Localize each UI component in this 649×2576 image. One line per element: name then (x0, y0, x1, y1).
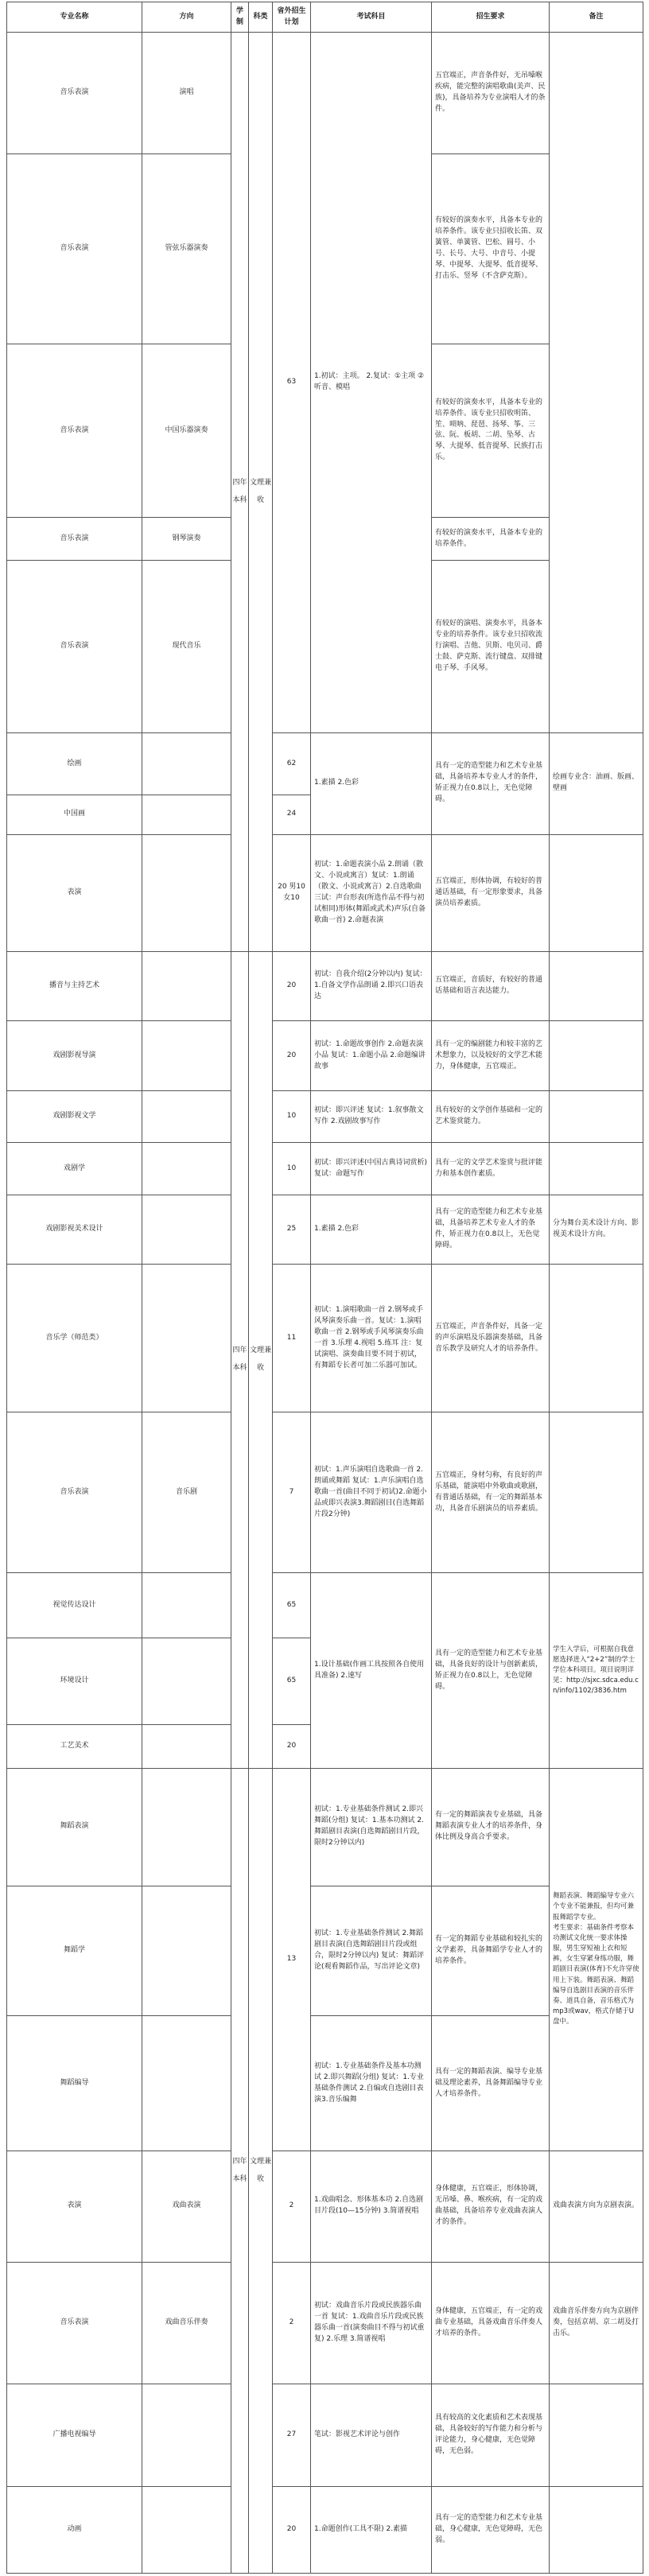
table-row (7, 1143, 643, 1195)
note-cell (550, 1143, 643, 1195)
direction-cell (142, 834, 231, 952)
direction-cell: 戏曲音乐伴奏 (142, 2262, 231, 2384)
requirement-cell: 具有较好的文学创作基础和一定的艺术鉴赏能力。 (432, 1090, 550, 1143)
plan-cell: 65 (273, 1638, 311, 1725)
note-cell (550, 1412, 643, 1573)
plan-cell: 10 (273, 1090, 311, 1143)
requirement-cell: 具有一定的造型能力和艺术专业基础，具备良好的设计与创新素质，矫正视力在0.8以上，无色觉障碍。 (432, 1573, 550, 1769)
exam-cell: 初试：1.命题表演小品 2.朗诵（散文、小说或寓言）复试：1.朗诵（散文、小说或寓言）2.自选歌曲 三试：声台形表(所选作品不得与初试相同)形体(舞蹈或武术)声乐(自备歌曲一首) 2.命题表演 (311, 834, 432, 952)
plan-cell: 62 (273, 732, 311, 795)
direction-cell (142, 2384, 231, 2486)
note-cell: 绘画专业含：油画、版画、壁画 (550, 732, 643, 834)
direction-cell (142, 732, 231, 795)
plan-cell: 2 (273, 2151, 311, 2262)
requirement-cell: 五官端正，音质好，有较好的普通话基础和语言表达能力。 (432, 952, 550, 1021)
direction-cell (142, 952, 231, 1021)
requirement-cell: 有一定的舞蹈专业基础和较扎实的文学素养，具备舞蹈学专业人才的培养条件。 (432, 1886, 550, 2016)
exam-cell: 笔试：影视艺术评论与创作 (311, 2384, 432, 2486)
direction-cell: 演唱 (142, 33, 231, 154)
admissions-table-document (6, 2, 643, 2574)
header-kelei: 科类 (249, 2, 273, 33)
table-row (7, 1195, 643, 1264)
note-cell (550, 33, 643, 733)
plan-cell: 65 (273, 1573, 311, 1638)
requirement-cell: 身体健康，五官端正，有一定的戏曲专业基础，具备戏曲音乐伴奏人才培养的条件。 (432, 2262, 550, 2384)
direction-cell (142, 1143, 231, 1195)
plan-cell: 25 (273, 1195, 311, 1264)
note-dance-exclusive: 舞蹈表演、舞蹈编导专业六个专业不能兼报，但均可兼报舞蹈学专业。 (553, 1892, 635, 1921)
kelei-cell: 文理兼收 (249, 1769, 273, 2574)
requirement-cell: 具有一定的造型能力和艺术专业基础，身心健康，无色觉障碍，无色弱。 (432, 2486, 550, 2573)
direction-cell (142, 1769, 231, 1886)
major-cell: 音乐表演 (7, 344, 142, 517)
requirement-cell: 具有一定的文学艺术鉴赏与批评能力和基本创作素质。 (432, 1143, 550, 1195)
major-cell: 绘画 (7, 732, 142, 795)
direction-cell (142, 1265, 231, 1412)
table-row (7, 1573, 643, 1638)
plan-cell: 10 (273, 1143, 311, 1195)
exam-cell: 初试：即兴评述 复试：1.叙事散文写作 2.戏剧故事写作 (311, 1090, 432, 1143)
exam-cell: 初试：1.专业基础条件测试 2.舞蹈剧目表演(自选舞蹈剧目片段或组合，限时2分钟以内) 复试：舞蹈评论(观看舞蹈作品，写出评论文章) (311, 1886, 432, 2016)
header-major: 专业名称 (7, 2, 142, 33)
note-dance-requirements: 考生要求：基础条件考察本功测试文化统一要求体操服，男生穿短袖上衣和短裤，女生穿紧身练功服，舞蹈剧目表演(体育)不允许穿使用上下装。舞蹈表演、舞蹈编导自选剧目表演的音乐伴奏、道具自备，音乐格式为mp3或wav，格式存储于U盘中。 (553, 1923, 639, 2026)
exam-cell: 1.设计基础(作画工具按照各自使用具准备) 2.速写 (311, 1573, 432, 1769)
table-row (7, 2262, 643, 2384)
header-requirements: 招生要求 (432, 2, 550, 33)
major-cell: 音乐表演 (7, 1412, 142, 1573)
direction-cell (142, 1638, 231, 1725)
direction-cell (142, 1090, 231, 1143)
exam-cell: 1.素描 2.色彩 (311, 732, 432, 834)
major-cell: 音乐表演 (7, 2262, 142, 2384)
plan-cell: 24 (273, 795, 311, 834)
major-cell: 广播电视编导 (7, 2384, 142, 2486)
header-direction: 方向 (142, 2, 231, 33)
major-cell: 表演 (7, 2151, 142, 2262)
requirement-cell: 身体健康，五官端正，形体协调，无吊嗓、鼻、喉疾病，有一定的戏曲基础，具备培养专业戏曲表演人才的条件。 (432, 2151, 550, 2262)
note-cell (550, 2384, 643, 2486)
requirement-cell: 具有一定的造型能力和艺术专业基础，具备培养艺术专业人才的条件，矫正视力在0.8以上，无色觉障碍。 (432, 1195, 550, 1264)
exam-cell: 1.素描 2.色彩 (311, 1195, 432, 1264)
table-row (7, 2486, 643, 2573)
major-cell: 音乐表演 (7, 153, 142, 344)
plan-cell: 20 (273, 2486, 311, 2573)
requirement-cell: 五官端正，形体协调，有较好的普通话基础，有一定形象要求，具备演员培养素质。 (432, 834, 550, 952)
note-cell (550, 1090, 643, 1143)
major-cell: 戏剧影视导演 (7, 1021, 142, 1090)
exam-cell: 1.初试：主项。 2.复试：①主项 ②听音、模唱 (311, 33, 432, 733)
major-cell: 戏剧影视文学 (7, 1090, 142, 1143)
major-cell: 中国画 (7, 795, 142, 834)
table-row (7, 2384, 643, 2486)
exam-cell: 初试：1.专业基础条件测试 2.即兴舞蹈(分组) 复试：1.基本功测试 2.舞蹈剧目表演(自选舞蹈剧目片段，限时2分钟以内) (311, 1769, 432, 1886)
plan-cell: 13 (273, 1769, 311, 2151)
kelei-cell: 文理兼收 (249, 33, 273, 952)
requirement-cell: 五官端正，声音条件好，具备一定的声乐演唱及乐器演奏基础，具备音乐教学及研究人才的培养条件。 (432, 1265, 550, 1412)
major-cell: 舞蹈编导 (7, 2016, 142, 2151)
header-plan: 省外招生计划 (273, 2, 311, 33)
exam-cell: 1.戏曲唱念、形体基本功 2.自选剧目片段(10—15分钟) 3.简谱视唱 (311, 2151, 432, 2262)
note-cell: 分为舞台美术设计方向、影视美术设计方向。 (550, 1195, 643, 1264)
note-cell (550, 2486, 643, 2573)
direction-cell (142, 1886, 231, 2016)
major-cell: 环境设计 (7, 1638, 142, 1725)
major-cell: 舞蹈表演 (7, 1769, 142, 1886)
note-cell: 学生入学后，可根据自我意愿选择进入“2+2”制的学士学位本科项目。项目说明详见：http://sjxc.sdca.edu.cn/info/1102/3836.htm (550, 1573, 643, 1769)
exam-cell: 1.命题创作(工具不限) 2.素描 (311, 2486, 432, 2573)
table-row (7, 1412, 643, 1573)
exam-cell: 初试：1.专业基础条件及基本功测试 2.即兴舞蹈(分组) 复试：1.专业基础条件测试 2.自编或自选剧目表演3.音乐编舞 (311, 2016, 432, 2151)
note-cell (550, 952, 643, 1021)
header-note: 备注 (550, 2, 643, 33)
requirement-cell: 有较好的演奏水平，具备本专业的培养条件。该专业只招收明笛、笙、唢呐、琵琶、扬琴、筝、三弦、阮、板胡、二胡、坠琴、古琴、大提琴、低音提琴、民族打击乐。 (432, 344, 550, 517)
xuezhi-cell: 四年本科 (231, 33, 249, 952)
major-cell: 表演 (7, 834, 142, 952)
major-cell: 戏剧影视美术设计 (7, 1195, 142, 1264)
table-row (7, 732, 643, 795)
exam-cell: 初试：即兴评述(中国古典诗词赏析) 复试：命题写作 (311, 1143, 432, 1195)
plan-cell: 7 (273, 1412, 311, 1573)
requirement-cell: 具有一定的造型能力和艺术专业基础，具备培养本专业人才的条件，矫正视力在0.8以上，无色觉障碍。 (432, 732, 550, 834)
major-cell: 工艺美术 (7, 1725, 142, 1769)
table-row (7, 952, 643, 1021)
note-cell (550, 834, 643, 952)
plan-cell: 2 (273, 2262, 311, 2384)
major-cell: 舞蹈学 (7, 1886, 142, 2016)
kelei-cell: 文理兼收 (249, 952, 273, 1769)
xuezhi-cell: 四年本科 (231, 952, 249, 1769)
requirement-cell: 五官端正，声音条件好，无吊嗓喉疾病，能完整的演唱歌曲(美声、民族)，具备培养为专业演唱人才的条件。 (432, 33, 550, 154)
admissions-table (6, 2, 643, 2574)
plan-cell: 20 (273, 1021, 311, 1090)
note-cell: 戏曲音乐伴奏方向为京剧伴奏，包括京胡、京二胡及打击乐。 (550, 2262, 643, 2384)
requirement-cell: 具有一定的舞蹈表演、编导专业基础及理论素养，具备舞蹈编导专业人才培养条件。 (432, 2016, 550, 2151)
direction-cell: 中国乐器演奏 (142, 344, 231, 517)
direction-cell: 钢琴演奏 (142, 517, 231, 561)
exam-cell: 初试：1.命题故事创作 2.命题表演小品 复试：1.命题小品 2.命题编讲故事 (311, 1021, 432, 1090)
direction-cell: 管弦乐器演奏 (142, 153, 231, 344)
direction-cell: 现代音乐 (142, 561, 231, 732)
plan-cell: 27 (273, 2384, 311, 2486)
plan-cell: 20 (273, 952, 311, 1021)
requirement-cell: 具有较高的文化素质和艺术表现基础，具备较好的写作能力和分析与评论能力，身心健康，无色觉障碍，无色弱。 (432, 2384, 550, 2486)
plan-cell: 20 (273, 1725, 311, 1769)
major-cell: 戏剧学 (7, 1143, 142, 1195)
direction-cell: 音乐剧 (142, 1412, 231, 1573)
xuezhi-cell: 四年本科 (231, 1769, 249, 2574)
major-cell: 音乐学（师范类） (7, 1265, 142, 1412)
note-cell: 戏曲表演方向为京剧表演。 (550, 2151, 643, 2262)
direction-cell (142, 2016, 231, 2151)
plan-cell: 20 男10 女10 (273, 834, 311, 952)
requirement-cell: 有较好的演唱、演奏水平，具备本专业的培养条件。该专业只招收流行演唱、吉他、贝斯、电贝司、爵士鼓、萨克斯、流行键盘、双排键电子琴、手风琴。 (432, 561, 550, 732)
table-row (7, 834, 643, 952)
requirement-cell: 有较好的演奏水平，具备本专业的培养条件。该专业只招收长笛、双簧管、单簧管、巴松、圆号、小号、长号、大号、中音号、小提琴、中提琴、大提琴、低音提琴、打击乐、竖琴（不含萨克斯）。 (432, 153, 550, 344)
requirement-cell: 五官端正，身材匀称，有良好的声乐基础，能演唱中外歌曲或歌剧，有普通话基础，有一定的舞蹈基本功，具备音乐剧演员的培养素质。 (432, 1412, 550, 1573)
table-row (7, 1886, 643, 2016)
header-xuezhi: 学制 (231, 2, 249, 33)
major-cell: 音乐表演 (7, 33, 142, 154)
header-exam: 考试科目 (311, 2, 432, 33)
header-row (7, 2, 643, 33)
table-row (7, 1021, 643, 1090)
table-row (7, 1769, 643, 1886)
major-cell: 视觉传达设计 (7, 1573, 142, 1638)
table-row (7, 1090, 643, 1143)
plan-cell: 11 (273, 1265, 311, 1412)
note-cell (550, 1769, 643, 2151)
exam-cell: 初试：1.声乐演唱自选歌曲一首 2.朗诵或舞蹈 复试：1.声乐演唱自选歌曲一首(曲目不同于初试)2.命题小品或即兴表演3.舞蹈剧目(自选舞蹈片段2分钟) (311, 1412, 432, 1573)
table-row (7, 2151, 643, 2262)
exam-cell: 初试：自我介绍(2分钟以内) 复试：1.自备文学作品朗诵 2.即兴口语表达 (311, 952, 432, 1021)
major-cell: 动画 (7, 2486, 142, 2573)
table-row (7, 1265, 643, 1412)
requirement-cell: 具有一定的编剧能力和较丰富的艺术想象力，以及较好的文学艺术能力，身体健康，五官端正。 (432, 1021, 550, 1090)
note-cell (550, 1265, 643, 1412)
major-cell: 音乐表演 (7, 517, 142, 561)
direction-cell (142, 795, 231, 834)
direction-cell: 戏曲表演 (142, 2151, 231, 2262)
exam-cell: 初试：戏曲音乐片段或民族器乐曲一首 复试：1.戏曲音乐片段或民族器乐曲一首(演奏曲目不得与初试重复) 2.乐理 3.简谱视唱 (311, 2262, 432, 2384)
requirement-cell: 有较好的演奏水平，具备本专业的培养条件。 (432, 517, 550, 561)
table-row (7, 2016, 643, 2151)
plan-cell: 63 (273, 33, 311, 733)
direction-cell (142, 1195, 231, 1264)
direction-cell (142, 1021, 231, 1090)
direction-cell (142, 1573, 231, 1638)
requirement-cell: 有一定的舞蹈演表专业基础，具备舞蹈表演专业人才的培养条件，身体比例及身高合乎要求。 (432, 1769, 550, 1886)
major-cell: 播音与主持艺术 (7, 952, 142, 1021)
major-cell: 音乐表演 (7, 561, 142, 732)
table-row (7, 33, 643, 154)
direction-cell (142, 1725, 231, 1769)
exam-cell: 初试：1.演唱歌曲一首 2.钢琴或手风琴演奏乐曲一首。复试：1.演唱歌曲一首 2.钢琴或手风琴演奏乐曲一首 3.乐理 4.视唱 5.练耳 注：复试演唱、演奏曲目要不同于初试，有舞蹈专长者可加二乐器可加试。 (311, 1265, 432, 1412)
direction-cell (142, 2486, 231, 2573)
note-cell (550, 1021, 643, 1090)
